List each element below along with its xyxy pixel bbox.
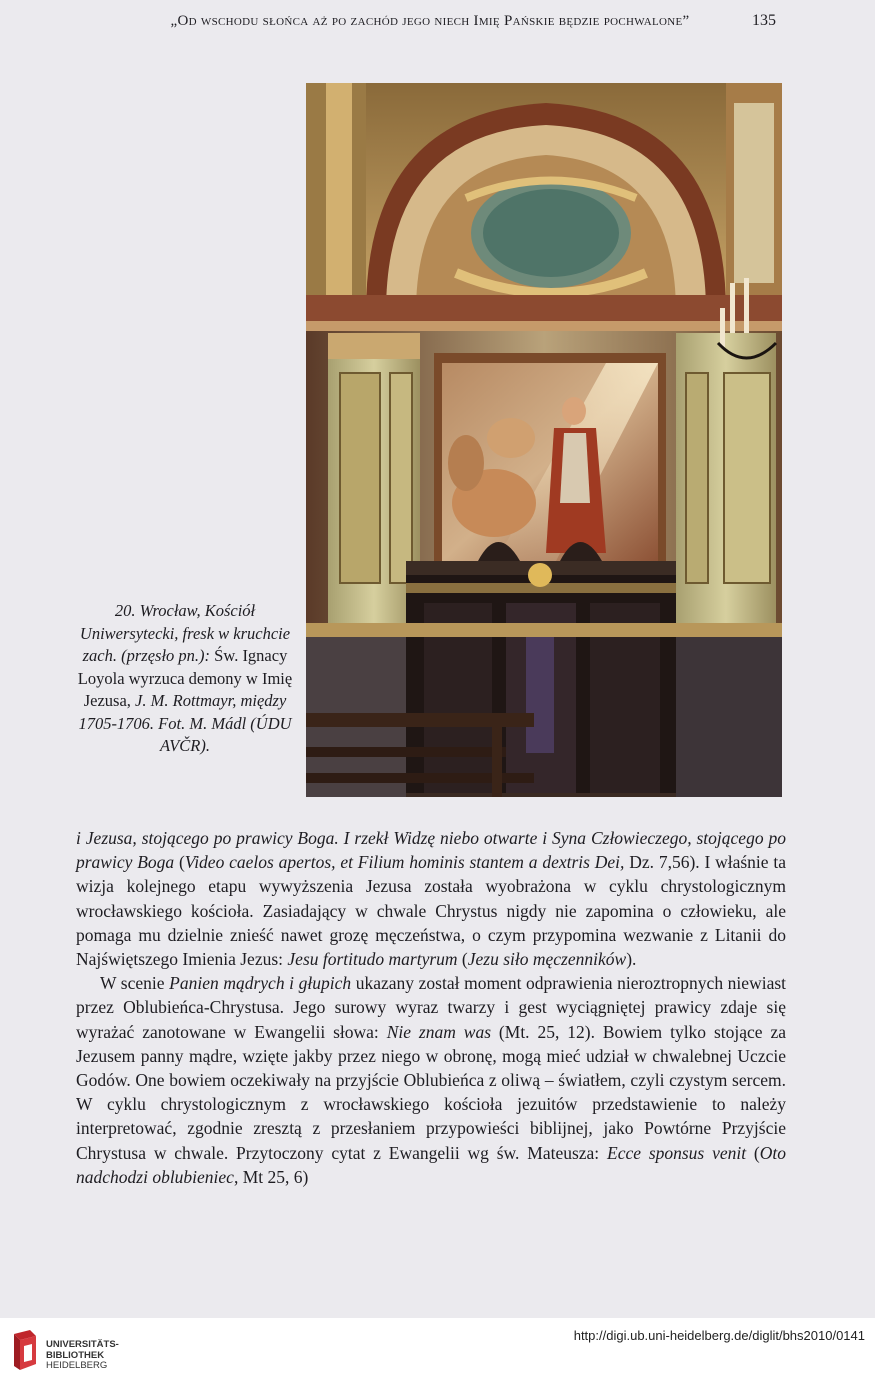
- p1-italic-2: Video caelos apertos, et Filium hominis stantem a dextris Dei,: [184, 852, 625, 873]
- caption-italic-part-1: 20. Wrocław, Kościół Uniwersytecki, fresk w kruchcie zach. (przęsło pn.):: [79, 601, 291, 665]
- p1-italic-1: i Jezusa, stojącego po prawicy Boga. I rzekł Widzę niebo otwarte i Syna Człowieczego, stojącego po prawicy Boga: [76, 828, 786, 873]
- p1-italic-3: Jesu fortitudo martyrum: [287, 949, 458, 970]
- p2-italic-3: Ecce sponsus venit: [607, 1142, 747, 1163]
- p2-roman-2: ukazany został moment odprawienia nieroztropnych niewiast przez Oblubieńca-Chrystusa. Jego surowy wyraz twarzy i gest wyciągniętej prawicy zdaje się wyrażać zanotowane w Ewangelii słowa:: [76, 973, 787, 1042]
- running-title: „Od wschodu słońca aż po zachód jego niech Imię Pańskie będzie pochwalone”: [170, 13, 690, 29]
- source-url-link[interactable]: http://digi.ub.uni-heidelberg.de/diglit/bhs2010/0141: [573, 1328, 865, 1343]
- p1-roman-2: Dz. 7,56). I właśnie ta wizja kolejnego etapu wywyższenia Jezusa została wyobrażona w cyklu chrystologicznym wrocławskiego kościoła. Zasiadający w chwale Chrystus nigdy nie zapomina o człowieku, ale pomaga mu dzielnie znieść nawet grozę męczeństwa, o czym przypomina wezwanie z Litanii do Najświętszego Imienia Jezus:: [76, 852, 787, 970]
- library-logo-icon: [10, 1326, 40, 1370]
- p2-italic-4: Oto nadchodzi oblubieniec: [76, 1142, 786, 1187]
- paragraph-2: [76, 971, 786, 1189]
- p1-roman-1: (: [174, 852, 185, 873]
- p2-italic-1: Panien mądrych i głupich: [169, 973, 352, 994]
- p2-roman-3: (Mt. 25, 12). Bowiem tylko stojące za Jezusem panny mądre, wzięte jakby przez niego w obronę, mogą mieć udział w chwalebnej Uczcie Godów. One bowiem oczekiwały na przyjście Oblubieńca z oliwą – światłem, czyli czystym sercem. W cyklu chrystologicznym z wrocławskiego kościoła jezuitów przedstawienie to należy interpretować, zgodnie zresztą z przesłaniem przypowieści biblijnej, jako Powtórne Przyjście Chrystusa w chwale. Przytoczony cytat z Ewangelii wg św. Mateusza:: [76, 1021, 786, 1163]
- p1-roman-4: ).: [626, 949, 637, 970]
- p1-roman-3: (: [457, 949, 468, 970]
- fresco-image: [306, 83, 782, 797]
- p2-italic-2: Nie znam was: [386, 1021, 492, 1042]
- library-logo[interactable]: [10, 1326, 130, 1372]
- page-number: 135: [752, 12, 776, 29]
- fresco-photograph: [306, 83, 782, 797]
- p1-italic-4: Jezu siło męczenników: [467, 949, 627, 970]
- p2-roman-4: (: [746, 1142, 760, 1163]
- logo-line-1: UNIVERSITÄTS-: [46, 1339, 119, 1350]
- caption-italic-part-2: J. M. Rottmayr, między 1705-1706. Fot. M. Mádl (ÚDU AVČR).: [78, 691, 292, 755]
- body-text: [76, 826, 786, 1189]
- footer-bar: [0, 1318, 875, 1380]
- logo-line-2: BIBLIOTHEK: [46, 1349, 105, 1361]
- caption-title: Św. Ignacy Loyola wyrzuca demony w Imię Jezusa,: [77, 646, 293, 710]
- library-logo-text: [46, 1340, 119, 1372]
- logo-line-3: HEIDELBERG: [46, 1360, 108, 1371]
- figure-caption: [72, 600, 298, 758]
- p2-roman-5: , Mt 25, 6): [233, 1166, 309, 1187]
- paragraph-1: [76, 826, 786, 971]
- p2-roman-1: W scenie: [100, 973, 170, 994]
